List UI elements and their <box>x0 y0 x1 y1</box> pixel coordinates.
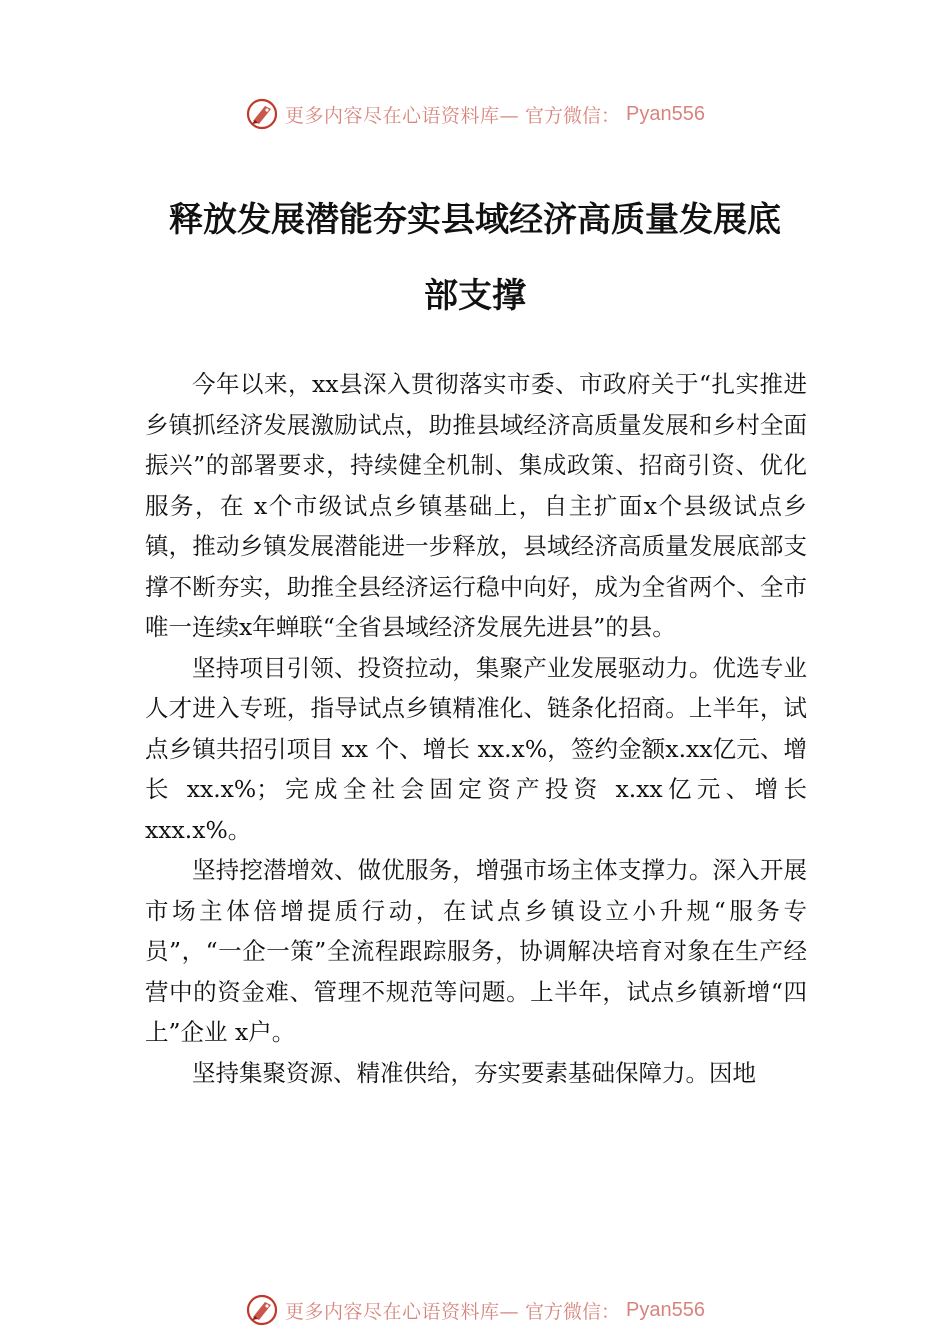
document-body <box>145 364 807 1093</box>
watermark-text: 更多内容尽在心语资料库— <box>285 104 520 127</box>
pen-nib-circle-icon <box>245 97 279 131</box>
watermark-wechat-id: Pyan556 <box>626 1298 705 1321</box>
document-title-line-1: 释放发展潜能夯实县域经济高质量发展底 <box>169 200 781 240</box>
body-paragraph: 今年以来，xx县深入贯彻落实市委、市政府关于“扎实推进乡镇抓经济发展激励试点，助推县域经济高质量发展和乡村全面振兴”的部署要求，持续健全机制、集成政策、招商引资、优化服务，在 x个市级试点乡镇基础上，自主扩面x个县级试点乡镇，推动乡镇发展潜能进一步释放，县域经济高质量发展底部支撑不断夯实，助推全县经济运行稳中向好，成为全省两个、全市唯一连续x年蝉联“全省县域经济发展先进县”的县。 <box>145 370 807 641</box>
body-paragraph: 坚持项目引领、投资拉动，集聚产业发展驱动力。优选专业人才进入专班，指导试点乡镇精准化、链条化招商。上半年，试点乡镇共招引项目 xx 个、增长 xx.x%，签约金额x.xx亿元、增长 xx.x%；完成全社会固定资产投资 x.xx亿元、增长 xxx.x%。 <box>145 653 807 844</box>
header-watermark <box>0 94 950 134</box>
watermark-wechat-label: 官方微信： <box>525 104 621 127</box>
document-title-line-2: 部支撑 <box>424 276 526 316</box>
body-paragraph: 坚持挖潜增效、做优服务，增强市场主体支撑力。深入开展市场主体倍增提质行动，在试点乡镇设立小升规“服务专员”，“一企一策”全流程跟踪服务，协调解决培育对象在生产经营中的资金难、管理不规范等问题。上半年，试点乡镇新增“四上”企业 x户。 <box>145 856 807 1046</box>
pen-nib-circle-icon <box>245 1293 279 1327</box>
watermark-wechat-label: 官方微信： <box>525 1300 621 1323</box>
body-paragraph: 坚持集聚资源、精准供给，夯实要素基础保障力。因地 <box>192 1058 756 1087</box>
footer-watermark <box>0 1290 950 1330</box>
watermark-wechat-id: Pyan556 <box>626 102 705 125</box>
watermark-text: 更多内容尽在心语资料库— <box>285 1300 520 1323</box>
